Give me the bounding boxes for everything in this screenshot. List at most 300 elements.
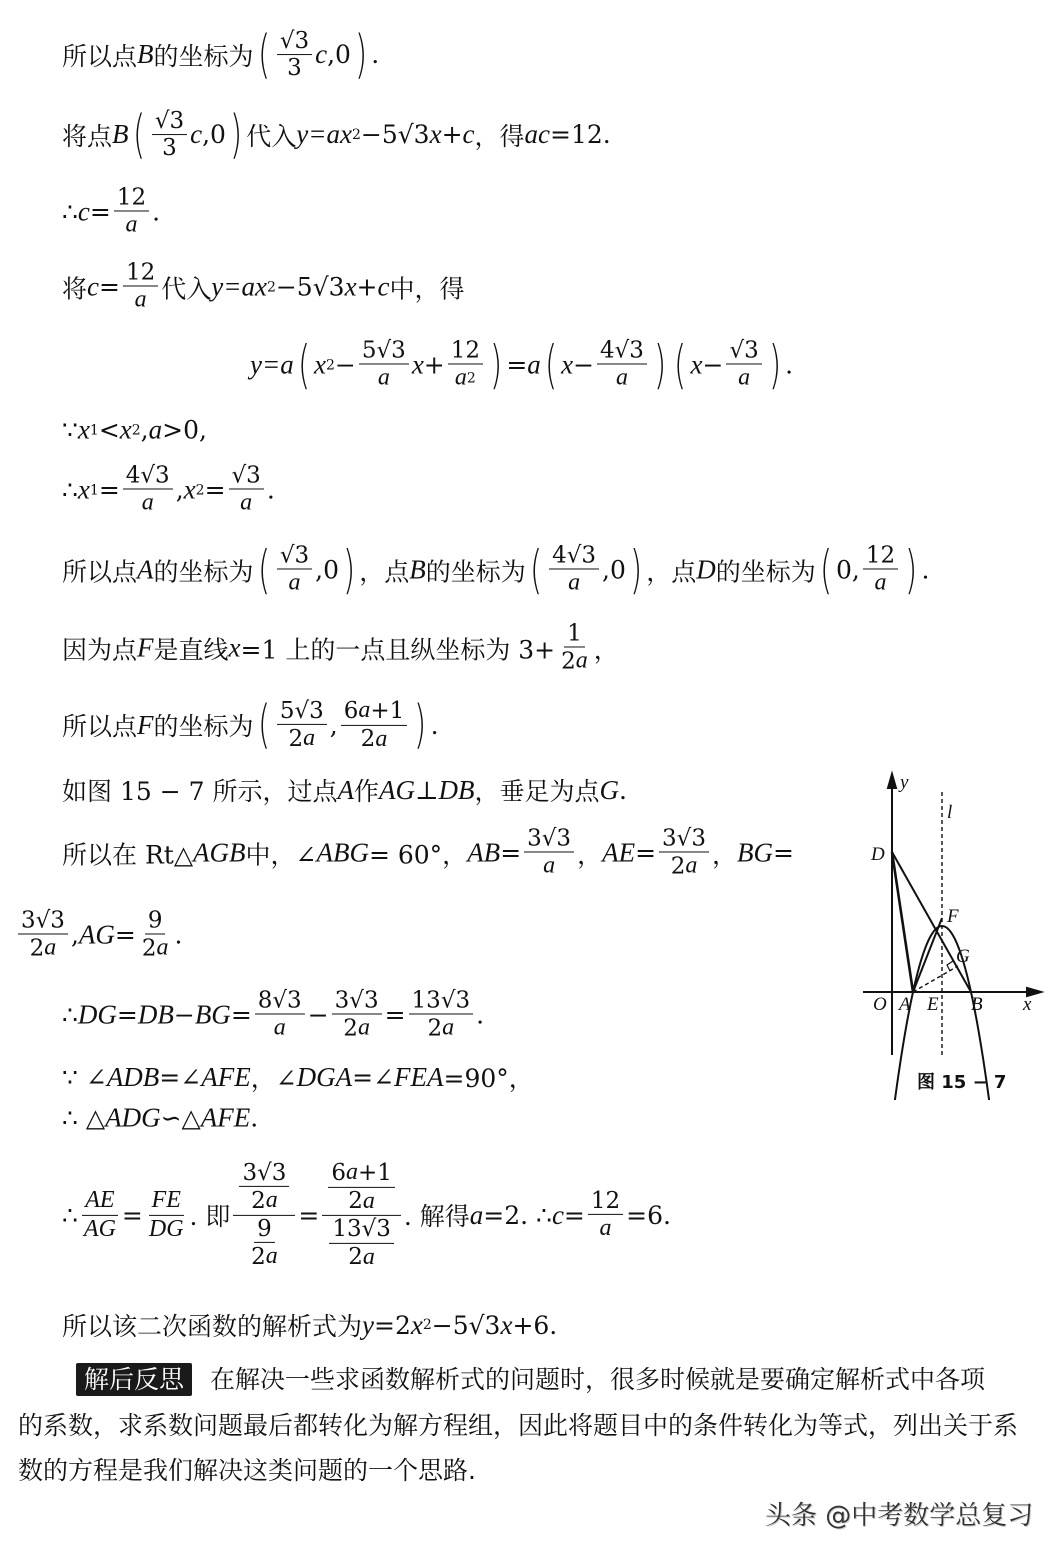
fraction-numerator: 3√3 bbox=[239, 1159, 289, 1186]
left-paren: ( bbox=[132, 105, 145, 165]
label-F: F bbox=[947, 906, 959, 927]
math-variable: BG bbox=[194, 999, 231, 1030]
equation-line bbox=[15, 907, 182, 962]
fraction-numerator bbox=[233, 1159, 295, 1215]
text-segment: = bbox=[500, 838, 522, 868]
text-segment: =∠ bbox=[352, 1062, 395, 1092]
text-segment: 0, bbox=[836, 555, 860, 585]
fraction-denominator bbox=[597, 1215, 615, 1243]
equation-line bbox=[62, 1059, 534, 1095]
fraction bbox=[229, 462, 264, 517]
fraction-numerator: 3√3 bbox=[18, 907, 68, 934]
text-segment: ，点 bbox=[359, 557, 410, 586]
fraction-denominator bbox=[345, 1244, 378, 1272]
text-segment: 2 bbox=[343, 1015, 358, 1042]
text-segment: . bbox=[430, 710, 439, 740]
text-segment: 代入 bbox=[161, 274, 212, 303]
fraction bbox=[328, 1159, 395, 1215]
text-segment: + bbox=[441, 120, 463, 150]
math-variable: a bbox=[156, 934, 169, 961]
equation-line bbox=[62, 462, 275, 517]
label-y: y bbox=[900, 772, 909, 793]
fraction-denominator bbox=[139, 490, 157, 518]
fraction-denominator bbox=[323, 1216, 400, 1271]
segment-AG bbox=[913, 966, 958, 992]
fraction-numerator bbox=[82, 1187, 117, 1216]
math-variable: a bbox=[738, 364, 751, 391]
right-paren: ) bbox=[414, 695, 427, 755]
equation-line bbox=[250, 335, 794, 395]
math-variable: y bbox=[362, 1309, 374, 1340]
parenthesized-group bbox=[254, 697, 431, 753]
text-segment: −5√3 bbox=[275, 272, 345, 302]
fraction bbox=[123, 462, 173, 517]
y-axis-arrow bbox=[888, 774, 896, 788]
text-segment: ∴ △ bbox=[62, 1103, 106, 1133]
fraction-numerator: 9 bbox=[145, 907, 166, 934]
math-variable: DG bbox=[77, 999, 117, 1030]
math-variable: x bbox=[183, 474, 196, 505]
fraction-denominator: 3 bbox=[162, 135, 177, 162]
right-paren: ) bbox=[654, 335, 667, 395]
text-segment: 2 bbox=[360, 726, 376, 753]
fraction-numerator: 12 bbox=[863, 542, 898, 569]
fraction-denominator bbox=[132, 287, 150, 315]
math-variable: x bbox=[690, 349, 703, 380]
segment-DB bbox=[892, 852, 971, 992]
text-segment: = bbox=[298, 1200, 320, 1230]
label-G: G bbox=[956, 946, 970, 967]
fraction-denominator bbox=[425, 1015, 458, 1043]
math-variable: DB bbox=[137, 999, 174, 1030]
right-paren: ) bbox=[343, 540, 356, 600]
text-segment: = bbox=[204, 475, 226, 505]
text-segment: 的坐标为 bbox=[153, 42, 254, 71]
fraction-numerator: 3√3 bbox=[524, 825, 574, 852]
text-segment: ∴ bbox=[62, 475, 78, 505]
math-variable: DG bbox=[148, 1215, 184, 1242]
text-segment: ∴ bbox=[62, 1000, 78, 1030]
text-segment: 将 bbox=[62, 274, 88, 303]
math-variable: y=a bbox=[250, 349, 294, 380]
math-variable: a bbox=[454, 364, 467, 391]
text-segment: 2 bbox=[670, 853, 686, 880]
parenthesized-group bbox=[129, 105, 247, 165]
math-variable: a bbox=[357, 1014, 370, 1041]
fraction bbox=[114, 184, 149, 239]
left-paren: ( bbox=[674, 335, 687, 395]
fraction bbox=[329, 1216, 394, 1271]
text-segment: 的坐标为 bbox=[425, 557, 526, 586]
fraction bbox=[341, 697, 408, 753]
text-segment: 2 bbox=[29, 935, 45, 962]
label-A: A bbox=[899, 994, 911, 1015]
fraction bbox=[255, 987, 305, 1042]
equation-line bbox=[62, 825, 794, 880]
fraction-numerator: 13√3 bbox=[329, 1216, 394, 1243]
text-segment: − bbox=[307, 1000, 329, 1030]
fraction-numerator: 1 bbox=[564, 620, 585, 647]
text-segment: 的坐标为 bbox=[153, 557, 254, 586]
fraction bbox=[322, 1159, 401, 1271]
equation-line bbox=[62, 184, 160, 239]
text-segment: 所以点 bbox=[62, 42, 138, 71]
fraction bbox=[18, 907, 68, 962]
parenthesized-group bbox=[526, 540, 646, 600]
math-variable: a bbox=[874, 569, 887, 596]
fraction-numerator: 5√3 bbox=[359, 337, 409, 364]
text-segment: ， bbox=[593, 635, 619, 664]
math-variable: c bbox=[551, 1199, 564, 1230]
fraction-numerator: √3 bbox=[152, 108, 187, 135]
segment-DA bbox=[892, 852, 913, 992]
equation-line bbox=[62, 1103, 258, 1134]
fraction-denominator bbox=[735, 365, 753, 393]
fraction-numerator: 3√3 bbox=[659, 825, 709, 852]
text-segment: −5√3 bbox=[360, 120, 430, 150]
text-segment: =6. bbox=[626, 1200, 671, 1230]
fraction bbox=[558, 620, 591, 675]
fraction-numerator: 12 bbox=[123, 259, 158, 286]
equation-line bbox=[62, 987, 484, 1042]
superscript: 2 bbox=[266, 279, 276, 295]
text-segment: . bbox=[266, 475, 275, 505]
text-segment: . 解得 bbox=[403, 1202, 470, 1231]
text-segment: =∠ bbox=[159, 1062, 202, 1092]
fraction bbox=[549, 542, 599, 597]
fraction-denominator bbox=[358, 726, 391, 754]
math-variable: x bbox=[314, 349, 326, 380]
fraction-numerator: 4√3 bbox=[549, 542, 599, 569]
text-segment: + bbox=[423, 350, 445, 380]
math-variable: x bbox=[429, 119, 442, 150]
fraction bbox=[588, 1187, 623, 1242]
text-segment: 所以该二次函数的解析式为 bbox=[62, 1312, 363, 1341]
math-variable: a bbox=[148, 414, 163, 445]
text-segment: 2 bbox=[427, 1015, 443, 1042]
text-segment: ， bbox=[577, 840, 603, 869]
text-segment: 所以点 bbox=[62, 557, 138, 586]
text-segment: = bbox=[635, 838, 657, 868]
text-segment: = bbox=[563, 1200, 585, 1230]
fraction-numerator bbox=[341, 697, 408, 726]
left-paren: ( bbox=[257, 25, 270, 85]
fraction-denominator bbox=[540, 853, 558, 881]
math-variable: ADG bbox=[105, 1102, 161, 1133]
fraction bbox=[233, 1159, 295, 1270]
fraction bbox=[597, 337, 647, 392]
fraction-denominator bbox=[452, 365, 479, 393]
text-segment: ∵ bbox=[62, 415, 78, 445]
math-variable: a bbox=[345, 1158, 358, 1185]
text-segment: . bbox=[476, 1000, 485, 1030]
text-segment: = bbox=[89, 197, 111, 227]
right-paren: ) bbox=[230, 105, 243, 165]
math-variable: a bbox=[575, 647, 588, 674]
text-segment: ，∠ bbox=[250, 1064, 297, 1093]
fraction bbox=[277, 28, 312, 82]
parenthesized-group bbox=[254, 25, 372, 85]
math-variable: AFE bbox=[200, 1102, 251, 1133]
subscript: 1 bbox=[89, 422, 99, 438]
math-variable: ABG bbox=[316, 837, 369, 868]
math-variable: x bbox=[410, 1309, 423, 1340]
math-variable: x bbox=[561, 349, 574, 380]
text-segment: =12. bbox=[550, 120, 611, 150]
text-segment: 2 bbox=[251, 1187, 266, 1214]
fraction-denominator bbox=[872, 570, 890, 598]
equation-line bbox=[62, 1307, 557, 1343]
parenthesized-group bbox=[816, 540, 922, 600]
text-segment: 中，∠ bbox=[245, 840, 317, 869]
fraction-denominator bbox=[345, 1187, 378, 1215]
math-variable: ADB bbox=[106, 1061, 160, 1092]
fraction-denominator bbox=[81, 1216, 119, 1244]
fraction-numerator: 9 bbox=[254, 1216, 275, 1243]
math-variable: x bbox=[228, 632, 241, 663]
equation-line bbox=[62, 25, 380, 85]
math-variable: y=ax bbox=[211, 271, 267, 302]
math-variable: AGB bbox=[193, 837, 246, 868]
math-variable: B bbox=[137, 39, 154, 70]
text-segment: 2 bbox=[141, 935, 157, 962]
fraction bbox=[359, 337, 409, 392]
text-segment: +1 bbox=[357, 1159, 392, 1186]
left-paren: ( bbox=[297, 335, 310, 395]
fraction-numerator: √3 bbox=[277, 28, 312, 55]
math-variable: a bbox=[265, 1186, 278, 1213]
text-segment: 代入 bbox=[246, 122, 297, 151]
fraction bbox=[863, 542, 898, 597]
fraction bbox=[248, 1216, 281, 1271]
fraction-numerator bbox=[322, 1159, 401, 1216]
text-segment: + bbox=[356, 272, 378, 302]
math-variable: AG bbox=[378, 774, 415, 805]
fraction bbox=[123, 259, 158, 314]
text-segment: = bbox=[114, 920, 136, 950]
text-segment: 所以在 Rt△ bbox=[62, 840, 194, 869]
math-variable: B bbox=[409, 554, 426, 585]
subscript: 1 bbox=[89, 482, 99, 498]
math-variable: AE bbox=[602, 837, 636, 868]
math-variable: a bbox=[288, 569, 301, 596]
fraction bbox=[277, 542, 312, 597]
fraction bbox=[146, 1187, 187, 1243]
fraction-denominator bbox=[285, 725, 318, 753]
label-x: x bbox=[1023, 994, 1032, 1015]
fraction-numerator bbox=[149, 1187, 184, 1216]
text-segment: 的坐标为 bbox=[153, 712, 254, 741]
math-variable: a bbox=[303, 724, 316, 751]
reflection-text: 在解决一些求函数解析式的问题时，很多时候就是要确定解析式中各项 bbox=[210, 1365, 986, 1394]
fraction bbox=[239, 1159, 289, 1214]
fraction-numerator: 5√3 bbox=[277, 697, 327, 724]
fraction-denominator bbox=[146, 1216, 187, 1244]
text-segment: ,0 bbox=[327, 40, 351, 70]
fraction bbox=[152, 108, 187, 162]
equation-line bbox=[62, 540, 930, 600]
text-segment: ,0 bbox=[315, 555, 339, 585]
fraction-denominator bbox=[237, 490, 255, 518]
right-paren: ) bbox=[629, 540, 643, 600]
fraction bbox=[332, 987, 382, 1042]
text-segment: , bbox=[70, 920, 79, 950]
fraction bbox=[726, 337, 761, 392]
fraction-numerator: 8√3 bbox=[255, 987, 305, 1014]
superscript: 2 bbox=[351, 127, 361, 143]
text-segment: 因为点 bbox=[62, 635, 138, 664]
text-segment: . bbox=[785, 350, 794, 380]
text-segment: =2. ∴ bbox=[483, 1200, 552, 1230]
reflection-label: 解后反思 bbox=[76, 1363, 192, 1396]
left-paren: ( bbox=[257, 695, 270, 755]
math-variable: AG bbox=[78, 919, 115, 950]
math-variable: a bbox=[599, 1214, 612, 1241]
math-variable: x bbox=[344, 271, 357, 302]
math-variable: a bbox=[273, 1014, 286, 1041]
text-segment: = bbox=[98, 475, 120, 505]
fraction-denominator bbox=[340, 1015, 373, 1043]
fraction-denominator bbox=[27, 935, 60, 963]
math-variable: BG bbox=[737, 837, 773, 868]
text-segment: ，点 bbox=[646, 557, 697, 586]
math-variable: a bbox=[543, 852, 556, 879]
fraction bbox=[659, 825, 709, 880]
fraction-denominator: 3 bbox=[287, 55, 302, 82]
text-segment: − bbox=[573, 350, 595, 380]
fraction-denominator bbox=[248, 1243, 281, 1271]
math-variable: a bbox=[685, 852, 698, 879]
math-variable: c bbox=[462, 119, 475, 150]
right-paren: ) bbox=[905, 540, 918, 600]
fraction-denominator bbox=[271, 1015, 289, 1043]
math-variable: a bbox=[568, 569, 581, 596]
text-segment: − bbox=[334, 350, 356, 380]
math-variable: a bbox=[615, 364, 628, 391]
math-variable: a bbox=[469, 1199, 484, 1230]
reflection-line-1 bbox=[76, 1360, 985, 1396]
fraction-numerator: √3 bbox=[726, 337, 761, 364]
equation-line bbox=[62, 105, 611, 165]
text-segment: 2 bbox=[348, 1188, 363, 1215]
math-variable: a bbox=[141, 489, 154, 516]
text-segment: . bbox=[371, 40, 380, 70]
text-segment: . bbox=[250, 1103, 259, 1133]
superscript: 2 bbox=[422, 1317, 432, 1333]
math-variable: A bbox=[137, 554, 154, 585]
reflection-line-3: 数的方程是我们解决这类问题的一个思路. bbox=[18, 1456, 476, 1485]
watermark: 头条 @中考数学总复习 bbox=[765, 1501, 1034, 1531]
reflection-line-2: 的系数，求系数问题最后都转化为解方程组，因此将题目中的条件转化为等式，列出关于系 bbox=[18, 1411, 1019, 1440]
fraction-denominator bbox=[285, 570, 303, 598]
text-segment: . bbox=[921, 555, 930, 585]
fraction-numerator: √3 bbox=[277, 542, 312, 569]
math-variable: c bbox=[315, 39, 328, 70]
text-segment: 2 bbox=[251, 1243, 266, 1270]
math-variable: AE bbox=[85, 1186, 115, 1213]
text-segment: =2 bbox=[374, 1310, 411, 1340]
fraction bbox=[139, 907, 172, 962]
parenthesized-group bbox=[294, 335, 507, 395]
math-variable: a bbox=[375, 725, 388, 752]
math-variable: F bbox=[137, 709, 154, 740]
text-segment: −5√3 bbox=[431, 1310, 501, 1340]
equation-line bbox=[62, 415, 207, 446]
text-segment: 作 bbox=[353, 777, 379, 806]
fraction bbox=[448, 337, 483, 392]
text-segment: − bbox=[702, 350, 724, 380]
label-O: O bbox=[873, 994, 887, 1015]
superscript: 2 bbox=[466, 370, 476, 387]
math-variable: x bbox=[500, 1309, 513, 1340]
fraction-denominator bbox=[139, 935, 172, 963]
fraction-numerator: 12 bbox=[588, 1187, 623, 1214]
text-segment: = bbox=[773, 838, 794, 868]
text-segment: = bbox=[384, 1000, 406, 1030]
text-segment: 将点 bbox=[62, 122, 113, 151]
text-segment: =1 上的一点且纵坐标为 3+ bbox=[240, 635, 556, 664]
text-segment: ,0 bbox=[602, 555, 626, 585]
right-paren: ) bbox=[490, 335, 503, 395]
math-variable: a bbox=[125, 211, 138, 238]
text-segment: = bbox=[121, 1200, 143, 1230]
text-segment: ∽△ bbox=[160, 1103, 201, 1133]
math-variable: y=ax bbox=[296, 119, 352, 150]
label-l: l bbox=[947, 802, 953, 823]
text-segment: >0, bbox=[162, 415, 207, 445]
math-variable: A bbox=[337, 774, 354, 805]
math-variable: AFE bbox=[201, 1061, 251, 1092]
parabola-figure bbox=[855, 770, 1050, 1100]
math-variable: FE bbox=[151, 1186, 181, 1213]
fraction-numerator: 4√3 bbox=[123, 462, 173, 489]
math-variable: ac bbox=[524, 119, 550, 150]
text-segment: +6. bbox=[512, 1310, 558, 1340]
fraction-denominator bbox=[668, 853, 701, 881]
text-segment: = bbox=[230, 1000, 252, 1030]
right-paren: ) bbox=[355, 25, 368, 85]
text-segment: − bbox=[173, 1000, 195, 1030]
segment-AF bbox=[913, 918, 942, 992]
math-variable: a bbox=[362, 1187, 375, 1214]
math-variable: c bbox=[190, 119, 203, 150]
text-segment: ∴ bbox=[62, 1200, 78, 1230]
math-variable: x bbox=[119, 414, 132, 445]
math-variable: AG bbox=[83, 1215, 116, 1242]
fraction-denominator bbox=[613, 365, 631, 393]
math-variable: B bbox=[112, 119, 129, 150]
label-E: E bbox=[927, 994, 939, 1015]
math-variable: a bbox=[134, 286, 147, 313]
left-paren: ( bbox=[819, 540, 832, 600]
subscript: 2 bbox=[195, 482, 205, 498]
math-variable: a bbox=[377, 364, 390, 391]
fraction-denominator bbox=[248, 1187, 281, 1215]
left-paren: ( bbox=[544, 335, 558, 395]
text-segment: . bbox=[174, 920, 183, 950]
text-segment: , bbox=[329, 710, 338, 740]
fraction bbox=[81, 1187, 119, 1243]
parenthesized-group bbox=[670, 335, 785, 395]
fraction-numerator: 4√3 bbox=[597, 337, 647, 364]
math-variable: a bbox=[442, 1014, 455, 1041]
text-segment: 如图 15 − 7 所示，过点 bbox=[62, 777, 338, 806]
text-segment: , bbox=[140, 415, 149, 445]
text-segment: 2 bbox=[348, 1244, 363, 1271]
math-variable: a bbox=[44, 934, 57, 961]
fraction-numerator: √3 bbox=[229, 462, 264, 489]
text-segment: +1 bbox=[370, 697, 405, 724]
